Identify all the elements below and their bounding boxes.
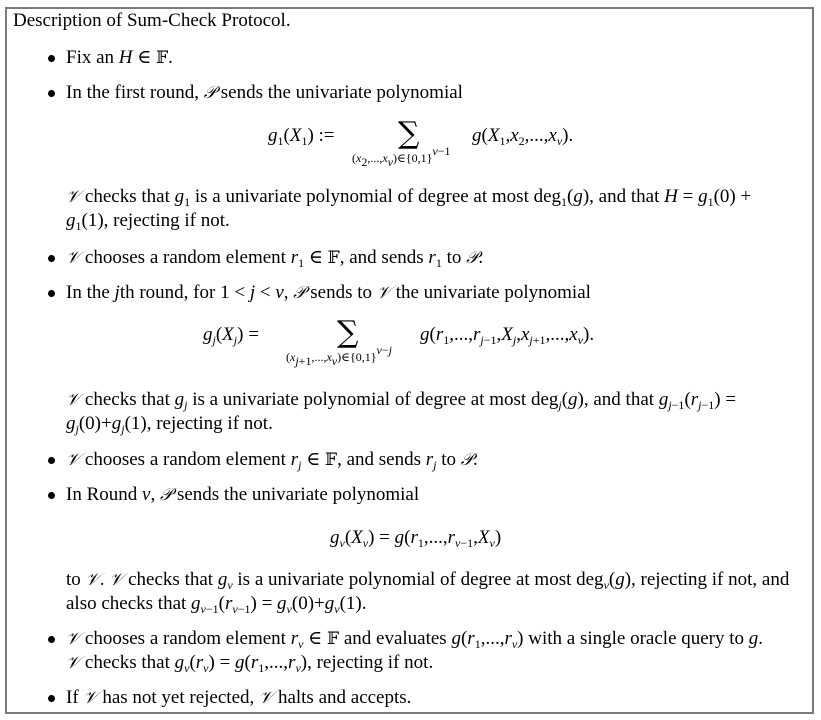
step-roundj-random: 𝒱 chooses a random element $r_j$ ∈ 𝔽, and sends $r_j$ to 𝒫.: [66, 449, 478, 472]
step-roundj-intro: In the jth round, for 1 < j < v, 𝒫 sends to 𝒱 the univariate polynomial: [66, 282, 591, 303]
equation-g1-sum-range: $(x_2,...,x_v)\in\{0,1\}^{v-1}$: [352, 144, 451, 169]
step-final-query-line2: 𝒱 checks that $g_v(r_v) = g(r_1,...,r_v)$, rejecting if not.: [66, 652, 434, 675]
bullet-icon: [48, 290, 55, 297]
bullet-icon: [48, 90, 55, 97]
bullet-icon: [48, 636, 55, 643]
step-roundj-check-line1: 𝒱 checks that $g_j$ is a univariate polynomial of degree at most deg$_j$(g), and that $g_{j-1}(r_{j-1})$ =: [66, 389, 737, 412]
bullet-icon: [48, 255, 55, 262]
bullet-icon: [48, 457, 55, 464]
step-round1-random: 𝒱 chooses a random element $r_1$ ∈ 𝔽, and sends $r_1$ to 𝒫.: [66, 247, 484, 270]
summation-icon: ∑: [337, 315, 359, 350]
step-accept: If 𝒱 has not yet rejected, 𝒱 halts and accepts.: [66, 687, 412, 708]
bullet-icon: [48, 55, 55, 62]
step-round1-check-line2: $g_1(1)$, rejecting if not.: [66, 210, 230, 233]
equation-gj-sum-range: $(x_{j+1},...,x_v)\in\{0,1\}^{v-j}$: [286, 343, 392, 368]
step-roundv-check-line2: also checks that $g_{v-1}(r_{v-1}) = g_v(0)+g_v(1)$.: [66, 593, 367, 616]
summation-icon: ∑: [398, 116, 420, 151]
step-roundv-check-line1: to 𝒱. 𝒱 checks that $g_v$ is a univariate polynomial of degree at most deg$_v$(g), rejecting if not, and: [66, 569, 790, 592]
equation-g1-lhs: $g_1(X_1)$ :=: [268, 125, 335, 148]
bullet-icon: [48, 695, 55, 702]
step-round1-intro: In the first round, 𝒫 sends the univariate polynomial: [66, 82, 463, 103]
step-roundv-intro: In Round v, 𝒫 sends the univariate polynomial: [66, 484, 420, 505]
step-final-query-line1: 𝒱 chooses a random element $r_v$ ∈ 𝔽 and evaluates $g(r_1,...,r_v)$ with a single oracle query to g.: [66, 628, 764, 651]
equation-gj-rhs: $g(r_1,...,r_{j-1},X_j,x_{j+1},...,x_v)$.: [420, 324, 595, 347]
step-roundj-check-line2: $g_j(0)+g_j(1)$, rejecting if not.: [66, 413, 273, 436]
equation-gj-lhs: $g_j(X_j)$ =: [203, 324, 259, 347]
equation-gv: $g_v(X_v) = g(r_1,...,r_{v-1},X_v)$: [330, 527, 502, 550]
equation-g1-rhs: $g(X_1,x_2,...,x_v)$.: [472, 125, 574, 148]
bullet-icon: [48, 492, 55, 499]
step-fix: Fix an H ∈ 𝔽.: [66, 47, 173, 68]
step-round1-check-line1: 𝒱 checks that $g_1$ is a univariate polynomial of degree at most deg$_1$(g), and that $H = g_1(0)$ +: [66, 186, 752, 209]
protocol-title: Description of Sum-Check Protocol.: [13, 10, 291, 31]
